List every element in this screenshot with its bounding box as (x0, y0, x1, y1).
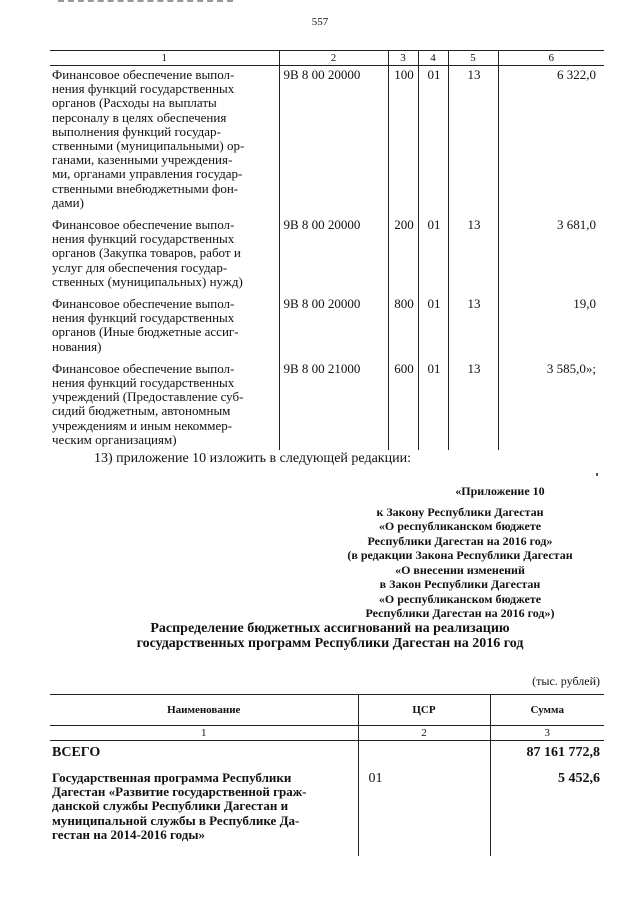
col-number-1: 1 (50, 726, 358, 741)
appendix-line: «О внесении изменений (395, 562, 525, 577)
row-csr: 9В 8 00 20000 (279, 210, 388, 289)
column-number-row (50, 726, 604, 741)
heading-line-1: Распределение бюджетных ассигнований на реализацию (150, 621, 510, 636)
col-number-2: 2 (358, 726, 490, 741)
row-rz: 01 (418, 66, 448, 211)
program-amount: 5 452,6 (490, 763, 604, 856)
program-name (50, 763, 358, 856)
table-row (50, 763, 604, 856)
table-row (50, 210, 604, 289)
table-row (50, 289, 604, 354)
row-vr: 800 (388, 289, 418, 354)
row-name (50, 289, 279, 354)
expenditure-table (50, 50, 604, 450)
row-vr: 200 (388, 210, 418, 289)
table-row (50, 354, 604, 450)
row-name (50, 66, 279, 211)
row-csr: 9В 8 00 21000 (279, 354, 388, 450)
section-heading (60, 621, 600, 651)
row-name (50, 354, 279, 450)
page-number: 557 (311, 16, 329, 28)
programs-table (50, 694, 604, 856)
appendix-line: Республики Дагестан на 2016 год») (365, 606, 555, 620)
program-csr: 01 (358, 763, 490, 856)
row-amount: 19,0 (498, 289, 604, 354)
total-csr (358, 741, 490, 764)
header-csr: ЦСР (358, 695, 490, 726)
scan-speck (596, 473, 598, 476)
row-name-text: Финансовое обеспечение выпол- нения функций государственных учреждений (Предоставление суб- сидий бюджетным, автономным учреждениям и иным некоммер- ческим организациям) (52, 360, 244, 447)
header-name: Наименование (50, 695, 358, 726)
units-note: (тыс. рублей) (532, 674, 600, 688)
col-number-3: 3 (388, 51, 418, 66)
row-name-text: Финансовое обеспечение выпол- нения функций государственных органов (Иные бюджетные ассиг- нования) (52, 296, 239, 354)
appendix-block (300, 484, 620, 621)
row-amount: 3 585,0»; (498, 354, 604, 450)
program-name-text: Государственная программа Республики Дагестан «Развитие государственной граж- данской службы Республики Дагестан и муниципальной службы в Республике Да- гестан на 2014-2016 годы» (52, 770, 307, 842)
appendix-line: «О республиканском бюджете (378, 519, 542, 533)
row-rz: 01 (418, 289, 448, 354)
appendix-line: (в редакции Закона Республики Дагестан (347, 548, 573, 562)
top-scan-marks (58, 0, 233, 6)
row-name-text: Финансовое обеспечение выпол- нения функций государственных органов (Закупка товаров, работ и услуг для обеспечения государ- ственных (муниципальных) нужд) (52, 217, 243, 289)
col-number-2: 2 (279, 51, 388, 66)
appendix-line: Республики Дагестан на 2016 год» (367, 533, 553, 548)
row-csr: 9В 8 00 20000 (279, 66, 388, 211)
column-number-row (50, 51, 604, 66)
total-amount: 87 161 772,8 (490, 741, 604, 764)
row-pr: 13 (448, 66, 498, 211)
row-vr: 100 (388, 66, 418, 211)
row-amount: 3 681,0 (498, 210, 604, 289)
paragraph-13: 13) приложение 10 изложить в следующей редакции: (94, 451, 411, 466)
col-number-5: 5 (448, 51, 498, 66)
row-vr: 600 (388, 354, 418, 450)
row-rz: 01 (418, 210, 448, 289)
appendix-line: к Закону Республики Дагестан (376, 504, 544, 519)
header-sum: Сумма (490, 695, 604, 726)
appendix-line: в Закон Республики Дагестан (379, 577, 541, 591)
row-pr: 13 (448, 354, 498, 450)
heading-line-2: государственных программ Республики Дагестан на 2016 год (136, 636, 524, 651)
row-name (50, 210, 279, 289)
col-number-6: 6 (498, 51, 604, 66)
row-rz: 01 (418, 354, 448, 450)
total-row (50, 741, 604, 764)
row-amount: 6 322,0 (498, 66, 604, 211)
appendix-title: «Приложение 10 (455, 484, 545, 498)
table-row (50, 66, 604, 211)
header-row (50, 695, 604, 726)
row-pr: 13 (448, 210, 498, 289)
col-number-3: 3 (490, 726, 604, 741)
col-number-4: 4 (418, 51, 448, 66)
col-number-1: 1 (50, 51, 279, 66)
appendix-line: «О республиканском бюджете (378, 591, 542, 606)
row-pr: 13 (448, 289, 498, 354)
row-csr: 9В 8 00 20000 (279, 289, 388, 354)
row-name-text: Финансовое обеспечение выпол- нения функций государственных органов (Расходы на выплаты персоналу в целях обеспечения выполнения функций государ- ственными (муниципальными) ор- ганами, казенными учреждения- ми, органами управления государ- ственными внебюджетными фон- дами) (52, 67, 245, 210)
total-label: ВСЕГО (52, 745, 101, 760)
